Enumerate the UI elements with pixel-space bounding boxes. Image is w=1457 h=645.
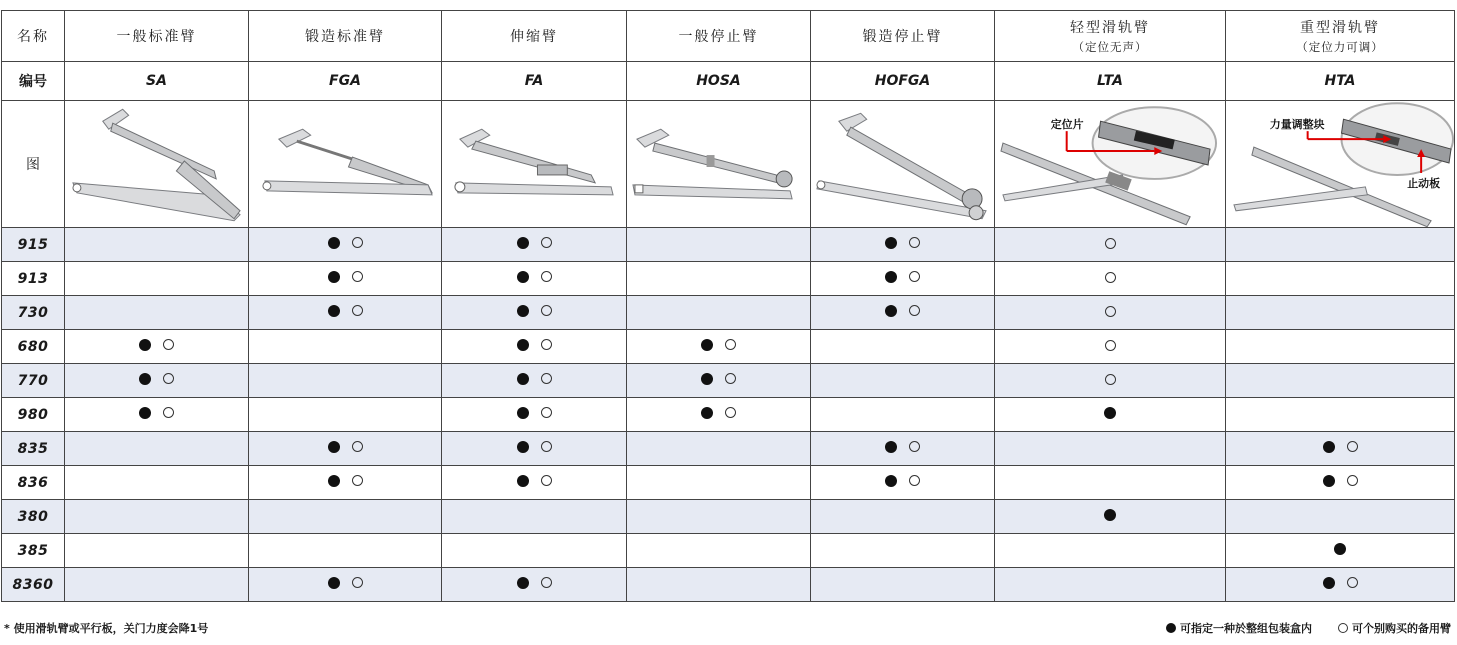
availability-cell: [1226, 398, 1455, 432]
availability-cell: [442, 568, 627, 602]
availability-cell: [1226, 296, 1455, 330]
availability-cell: [1226, 432, 1455, 466]
light-slide-arm-icon: [995, 101, 1225, 227]
table-row: [2, 364, 1455, 398]
column-name: 轻型滑轨臂: [1070, 20, 1150, 36]
availability-cell: [627, 330, 811, 364]
open-dot-icon: [352, 271, 363, 282]
filled-dot-icon: [1323, 577, 1335, 589]
filled-dot-icon: [885, 441, 897, 453]
availability-cell: [1226, 534, 1455, 568]
open-dot-icon: [352, 441, 363, 452]
open-dot-icon: [1347, 475, 1358, 486]
open-dot-icon: [541, 339, 552, 350]
filled-dot-icon: [1323, 475, 1335, 487]
filled-dot-icon: [517, 373, 529, 385]
legend-filled-text: 可指定一种於整组包装盒内: [1180, 622, 1312, 635]
availability-cell: [627, 364, 811, 398]
open-dot-icon: [541, 407, 552, 418]
availability-cell: [811, 568, 995, 602]
availability-cell: [811, 500, 995, 534]
availability-cell: [65, 398, 249, 432]
table-row: [2, 432, 1455, 466]
model-number: 380: [2, 500, 65, 534]
filled-dot-icon: [328, 441, 340, 453]
availability-cell: [627, 500, 811, 534]
filled-dot-icon: [139, 339, 151, 351]
code-row: [2, 62, 1455, 101]
image-row: [2, 101, 1455, 228]
forged-arm-icon: [249, 101, 441, 227]
arm-image-fga: [249, 101, 442, 228]
column-code: HOSA: [627, 62, 811, 101]
filled-dot-icon: [1166, 623, 1176, 633]
code-label: 编号: [2, 62, 65, 101]
column-subtitle: （定位无声）: [1072, 40, 1148, 54]
availability-cell: [65, 568, 249, 602]
availability-cell: [811, 330, 995, 364]
arm-image-hosa: [627, 101, 811, 228]
filled-dot-icon: [885, 305, 897, 317]
filled-dot-icon: [1104, 407, 1116, 419]
availability-cell: [1226, 228, 1455, 262]
open-dot-icon: [909, 271, 920, 282]
filled-dot-icon: [328, 475, 340, 487]
availability-cell: [442, 534, 627, 568]
model-number: 835: [2, 432, 65, 466]
open-dot-icon: [352, 475, 363, 486]
availability-cell: [65, 364, 249, 398]
table-row: [2, 228, 1455, 262]
filled-dot-icon: [517, 441, 529, 453]
open-dot-icon: [1105, 238, 1116, 249]
filled-dot-icon: [139, 373, 151, 385]
availability-cell: [442, 262, 627, 296]
availability-cell: [249, 296, 442, 330]
column-header-fga: [249, 11, 442, 62]
arm-compatibility-table: [1, 10, 1455, 602]
model-number: 915: [2, 228, 65, 262]
filled-dot-icon: [885, 475, 897, 487]
filled-dot-icon: [1104, 509, 1116, 521]
availability-cell: [811, 228, 995, 262]
column-name: 锻造标准臂: [305, 29, 385, 45]
availability-cell: [1226, 364, 1455, 398]
column-header-hofga: [811, 11, 995, 62]
table-row: [2, 398, 1455, 432]
filled-dot-icon: [885, 237, 897, 249]
availability-cell: [811, 432, 995, 466]
arm-image-hta: [1226, 101, 1455, 228]
model-number: 680: [2, 330, 65, 364]
column-name: 锻造停止臂: [862, 29, 943, 45]
open-dot-icon: [541, 475, 552, 486]
availability-cell: [442, 364, 627, 398]
availability-cell: [995, 398, 1226, 432]
availability-cell: [995, 364, 1226, 398]
availability-cell: [627, 432, 811, 466]
open-dot-icon: [541, 577, 552, 588]
open-dot-icon: [541, 271, 552, 282]
filled-dot-icon: [328, 577, 340, 589]
availability-cell: [249, 500, 442, 534]
open-dot-icon: [1105, 306, 1116, 317]
availability-cell: [65, 500, 249, 534]
forged-hold-open-arm-icon: [811, 101, 994, 227]
telescopic-arm-icon: [442, 101, 626, 227]
open-dot-icon: [541, 305, 552, 316]
availability-cell: [995, 466, 1226, 500]
open-dot-icon: [352, 237, 363, 248]
open-dot-icon: [1347, 441, 1358, 452]
arm-image-lta: [995, 101, 1226, 228]
open-dot-icon: [725, 373, 736, 384]
availability-cell: [249, 228, 442, 262]
filled-dot-icon: [1323, 441, 1335, 453]
adjust-block-label: 力量调整块: [1269, 118, 1325, 132]
availability-cell: [442, 296, 627, 330]
open-dot-icon: [163, 339, 174, 350]
filled-dot-icon: [517, 305, 529, 317]
open-dot-icon: [541, 373, 552, 384]
model-number: 913: [2, 262, 65, 296]
availability-cell: [249, 534, 442, 568]
availability-cell: [995, 262, 1226, 296]
legend: [1166, 620, 1451, 636]
header-label: 名称: [2, 11, 65, 62]
column-header-sa: [65, 11, 249, 62]
filled-dot-icon: [139, 407, 151, 419]
column-name: 一般停止臂: [678, 29, 759, 45]
legend-open: [1338, 620, 1451, 636]
availability-cell: [1226, 466, 1455, 500]
availability-cell: [1226, 330, 1455, 364]
open-dot-icon: [541, 237, 552, 248]
header-row: [2, 11, 1455, 62]
availability-cell: [627, 568, 811, 602]
table-row: [2, 262, 1455, 296]
availability-cell: [627, 466, 811, 500]
model-number: 730: [2, 296, 65, 330]
open-dot-icon: [909, 305, 920, 316]
table-row: [2, 500, 1455, 534]
legend-open-text: 可个别购买的备用臂: [1352, 622, 1451, 635]
availability-cell: [811, 466, 995, 500]
open-dot-icon: [725, 339, 736, 350]
filled-dot-icon: [328, 305, 340, 317]
column-subtitle: （定位力可调）: [1296, 40, 1384, 54]
filled-dot-icon: [328, 237, 340, 249]
availability-cell: [627, 398, 811, 432]
filled-dot-icon: [701, 339, 713, 351]
filled-dot-icon: [1334, 543, 1346, 555]
heavy-slide-arm-icon: [1226, 101, 1454, 227]
availability-cell: [249, 432, 442, 466]
availability-cell: [811, 364, 995, 398]
availability-cell: [65, 228, 249, 262]
open-dot-icon: [1338, 623, 1348, 633]
availability-cell: [65, 534, 249, 568]
filled-dot-icon: [701, 373, 713, 385]
column-code: SA: [65, 62, 249, 101]
open-dot-icon: [541, 441, 552, 452]
column-header-hta: [1226, 11, 1455, 62]
arm-image-sa: [65, 101, 249, 228]
filled-dot-icon: [517, 271, 529, 283]
availability-cell: [442, 228, 627, 262]
table-row: [2, 568, 1455, 602]
availability-cell: [442, 398, 627, 432]
availability-cell: [249, 364, 442, 398]
column-code: HTA: [1226, 62, 1455, 101]
availability-cell: [65, 432, 249, 466]
filled-dot-icon: [517, 577, 529, 589]
availability-cell: [442, 432, 627, 466]
open-dot-icon: [909, 237, 920, 248]
availability-cell: [627, 262, 811, 296]
model-number: 8360: [2, 568, 65, 602]
availability-cell: [811, 534, 995, 568]
availability-cell: [627, 296, 811, 330]
availability-cell: [627, 534, 811, 568]
open-dot-icon: [1105, 272, 1116, 283]
filled-dot-icon: [885, 271, 897, 283]
availability-cell: [249, 330, 442, 364]
availability-cell: [811, 398, 995, 432]
open-dot-icon: [1347, 577, 1358, 588]
model-number: 836: [2, 466, 65, 500]
availability-cell: [995, 568, 1226, 602]
open-dot-icon: [725, 407, 736, 418]
open-dot-icon: [909, 475, 920, 486]
availability-cell: [995, 432, 1226, 466]
positioning-plate-label: 定位片: [1050, 118, 1084, 132]
column-name: 伸缩臂: [510, 29, 558, 45]
open-dot-icon: [163, 373, 174, 384]
model-number: 385: [2, 534, 65, 568]
availability-cell: [995, 228, 1226, 262]
availability-cell: [65, 262, 249, 296]
footnote: * 使用滑轨臂或平行板，关门力度会降1号: [4, 622, 209, 635]
availability-cell: [65, 296, 249, 330]
table-row: [2, 296, 1455, 330]
availability-cell: [995, 330, 1226, 364]
availability-cell: [249, 398, 442, 432]
availability-cell: [442, 500, 627, 534]
filled-dot-icon: [701, 407, 713, 419]
table-row: [2, 466, 1455, 500]
hold-open-arm-icon: [627, 101, 810, 227]
column-code: FGA: [249, 62, 442, 101]
open-dot-icon: [352, 577, 363, 588]
column-name: 一般标准臂: [116, 29, 197, 45]
column-header-fa: [442, 11, 627, 62]
column-code: HOFGA: [811, 62, 995, 101]
image-label: 图: [2, 101, 65, 228]
open-dot-icon: [1105, 374, 1116, 385]
availability-cell: [65, 466, 249, 500]
model-number: 980: [2, 398, 65, 432]
arm-image-fa: [442, 101, 627, 228]
model-number: 770: [2, 364, 65, 398]
legend-filled: [1166, 620, 1312, 636]
availability-cell: [995, 534, 1226, 568]
column-code: LTA: [995, 62, 1226, 101]
availability-cell: [442, 330, 627, 364]
table-row: [2, 330, 1455, 364]
column-header-lta: [995, 11, 1226, 62]
availability-cell: [811, 296, 995, 330]
column-code: FA: [442, 62, 627, 101]
availability-cell: [995, 296, 1226, 330]
table-row: [2, 534, 1455, 568]
availability-cell: [249, 568, 442, 602]
availability-cell: [627, 228, 811, 262]
availability-cell: [1226, 262, 1455, 296]
filled-dot-icon: [517, 475, 529, 487]
availability-cell: [1226, 500, 1455, 534]
arm-image-hofga: [811, 101, 995, 228]
availability-cell: [442, 466, 627, 500]
filled-dot-icon: [517, 407, 529, 419]
availability-cell: [249, 466, 442, 500]
filled-dot-icon: [517, 339, 529, 351]
column-name: 重型滑轨臂: [1300, 20, 1380, 36]
column-header-hosa: [627, 11, 811, 62]
availability-cell: [249, 262, 442, 296]
availability-cell: [811, 262, 995, 296]
filled-dot-icon: [517, 237, 529, 249]
availability-cell: [65, 330, 249, 364]
filled-dot-icon: [328, 271, 340, 283]
open-dot-icon: [1105, 340, 1116, 351]
stop-plate-label: 止动板: [1407, 176, 1441, 190]
open-dot-icon: [163, 407, 174, 418]
standard-arm-icon: [65, 101, 248, 227]
open-dot-icon: [909, 441, 920, 452]
availability-cell: [995, 500, 1226, 534]
availability-cell: [1226, 568, 1455, 602]
open-dot-icon: [352, 305, 363, 316]
